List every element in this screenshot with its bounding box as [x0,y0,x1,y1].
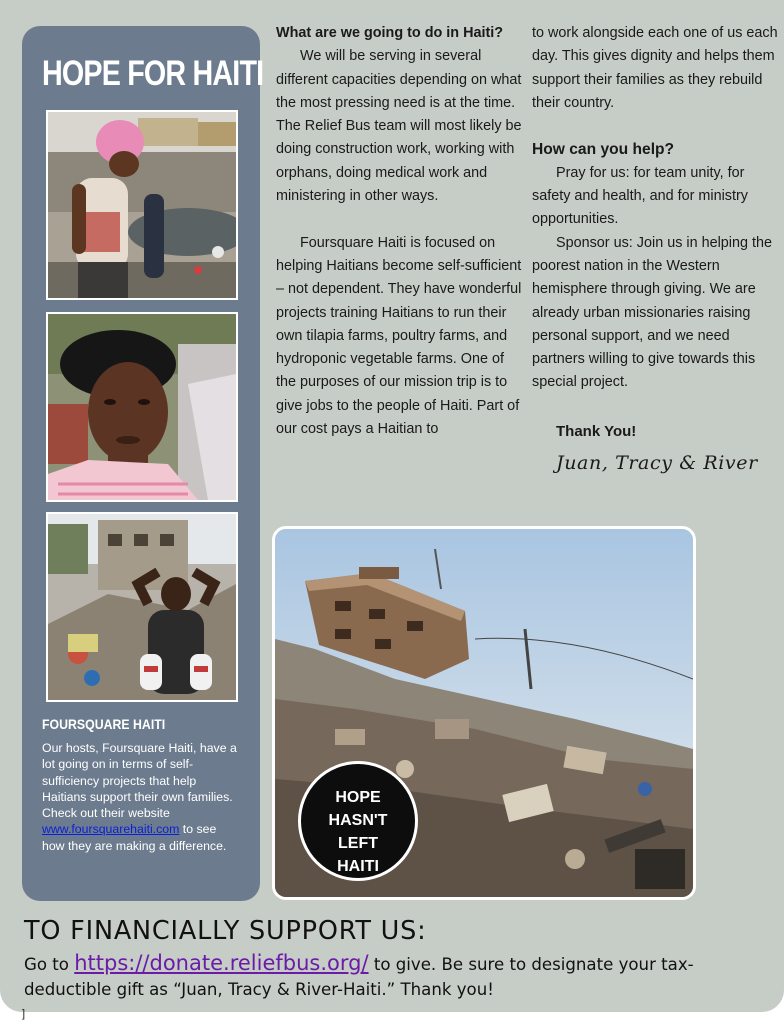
paragraph-capacities: We will be serving in several different capacities depending on what the most pressing need is at the time. The Relief Bus team will most likely be doing construction work, working with orphans, doing medical work and ministering in other ways. [276,48,522,205]
sidebar-body [42,740,242,854]
photo-woman-pink-scarf [46,110,238,300]
sidebar-title: HOPE FOR HAITI [42,54,264,93]
sidebar-panel [22,26,264,901]
badge-line-1: HOPE [335,789,381,806]
paragraph-foursquare: Foursquare Haiti is focused on helping Haitians become self-sufficient – not dependent. They have wonderful projects training Haitians to run their own tilapia farms, poultry farms, and hydroponic vegetable farms. One of the purposes of our mission trip is to give jobs to the people of Haiti. Part of our cost pays a Haitian to [276,234,522,438]
support-title: TO FINANCIALLY SUPPORT US: [24,916,427,946]
article-column-2 [532,22,778,395]
sidebar-body-text: Our hosts, Foursquare Haiti, have a lot going on in terms of self-sufficiency projects that help Haitians support their own families. Check out their website [42,741,237,821]
section-heading-plan: What are we going to do in Haiti? [276,25,504,41]
foursquare-website-link[interactable]: www.foursquarehaiti.com [42,822,180,837]
paragraph-sponsor: Sponsor us: Join us in helping the poorest nation in the Western hemisphere through giving. We are already urban missionaries raising personal support, and we need partners willing to give towards this special project. [532,234,773,391]
support-text-end: to give. Be sure to designate your tax-deductible gift as “Juan, Tracy & River-Haiti.” Thank you! [24,955,694,999]
signature: Juan, Tracy & River [556,452,758,474]
paragraph-pray: Pray for us: for team unity, for safety and health, and for ministry opportunities. [532,164,748,228]
photo-woman-head-wrap [46,312,238,502]
hope-hasnt-left-badge [298,761,418,881]
support-text-start: Go to [24,955,75,974]
article-column-1 [276,22,522,441]
sidebar-body-text-end: to see how they are making a difference. [42,822,227,853]
photo-man-in-rubble [46,512,238,702]
badge-line-2: HASN'T [328,812,388,829]
section-heading-help: How can you help? [532,141,675,159]
sidebar-heading: FOURSQUARE HAITI [42,716,166,732]
donate-link[interactable]: https://donate.reliefbus.org/ [74,951,369,975]
footer-mark: ] [22,1008,26,1020]
badge-line-3: LEFT [338,835,378,852]
support-text [24,951,764,1002]
thank-you-text: Thank You! [556,423,637,440]
badge-line-4: HAITI [337,858,379,875]
paragraph-continuation: to work alongside each one of us each day. This gives dignity and helps them support their families as they rebuild their country. [532,25,778,111]
